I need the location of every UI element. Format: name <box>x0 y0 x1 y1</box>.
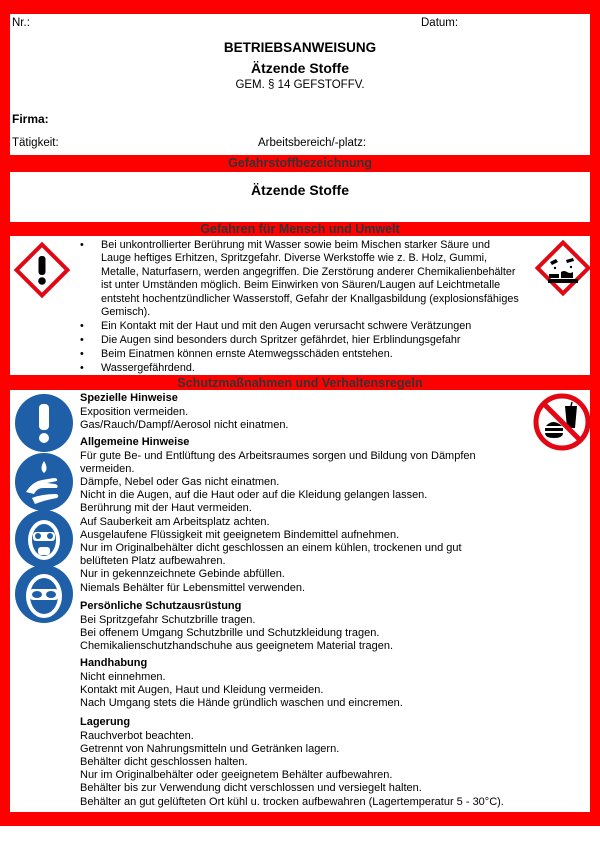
ghs-exclamation-icon <box>12 240 72 300</box>
section-line: Nicht einnehmen. <box>80 670 166 683</box>
section-allgemeine-hinweise <box>80 436 580 595</box>
section-line: Ausgelaufene Flüssigkeit mit geeignetem Bindemittel aufnehmen. <box>80 528 400 541</box>
section-line: Exposition vermeiden. <box>80 405 189 418</box>
section-line: Behälter bis zur Verwendung dicht verschlossen und versiegelt halten. <box>80 782 422 795</box>
face-shield-icon <box>14 509 74 569</box>
section-line: Auf Sauberkeit am Arbeitsplatz achten. <box>80 515 270 528</box>
section-line: Behälter an gut gelüfteten Ort kühl u. trocken aufbewahren (Lagertemperatur 5 - 30°C). <box>80 795 504 808</box>
section-line: belüfteten Platz aufbewahren. <box>80 555 226 568</box>
section-lagerung <box>80 716 580 809</box>
band-gefahren: Gefahren für Mensch und Umwelt <box>0 222 600 236</box>
hazard-item: • Beim Einatmen können ernste Atemwegsschäden entstehen. <box>80 348 520 361</box>
section-schutzausruestung <box>80 600 580 653</box>
nr-label: Nr.: <box>12 17 30 29</box>
section-line: Nur im Originalbehälter oder geeignetem Behälter aufbewahren. <box>80 769 393 782</box>
substance-name: Ätzende Stoffe <box>251 182 349 198</box>
section-line: Nur in gekennzeichnete Gebinde abfüllen. <box>80 568 285 581</box>
section-line: Rauchverbot beachten. <box>80 729 194 742</box>
hazard-item: • Wassergefährdend. <box>80 362 520 375</box>
section-line: Nur im Originalbehälter dicht geschlossen an einem kühlen, trockenen und gut <box>80 541 462 554</box>
band-gefahrstoffbezeichnung: Gefahrstoffbezeichnung <box>0 155 600 172</box>
top-red-bar <box>0 0 600 14</box>
section-line: Berührung mit der Haut vermeiden. <box>80 502 252 515</box>
hazard-item: • Bei unkontrollierter Berührung mit Wasser sowie beim Mischen starker Säure und Lauge heftiges Erhitzen, Spritzgefahr. Diverse Werkstoffe wie z. B. Holz, Gummi, Metalle, Naturfasern, werden angegriffen. Die Zerstörung anderer Chemikalienbehälter ist unter Umständen möglich. Beim Einwirken von Säuren/Laugen auf Leichtmetalle entsteht hochentzündlicher Wasserstoff, Gefahr der Knallgasbildung (explosionsfähiges Gemisch). <box>80 239 520 319</box>
firma-label: Firma: <box>12 112 49 126</box>
handwash-icon <box>14 452 74 512</box>
section-line: Nach Umgang stets die Hände gründlich waschen und eincremen. <box>80 696 403 709</box>
section-line: Behälter dicht geschlossen halten. <box>80 755 248 768</box>
section-heading: Allgemeine Hinweise <box>80 436 190 448</box>
section-line: Für gute Be- und Entlüftung des Arbeitsraumes sorgen und Bildung von Dämpfen <box>80 449 476 462</box>
section-heading: Persönliche Schutzausrüstung <box>80 600 242 612</box>
section-heading: Spezielle Hinweise <box>80 392 178 404</box>
band-schutzmassnahmen: Schutzmaßnahmen und Verhaltensregeln <box>0 375 600 390</box>
section-line: vermeiden. <box>80 462 135 475</box>
hazard-list <box>80 239 520 376</box>
section-line: Dämpfe, Nebel oder Gas nicht einatmen. <box>80 475 280 488</box>
hazard-item: • Die Augen sind besonders durch Spritzer gefährdet, hier Erblindungsgefahr <box>80 334 520 347</box>
legal-reference: GEM. § 14 GEFSTOFFV. <box>235 79 365 91</box>
section-heading: Handhabung <box>80 657 148 669</box>
section-line: Gas/Rauch/Dampf/Aerosol nicht einatmen. <box>80 418 289 431</box>
red-frame-bottom <box>0 812 600 826</box>
section-line: Bei offenem Umgang Schutzbrille und Schutzkleidung tragen. <box>80 626 380 639</box>
taetigkeit-label: Tätigkeit: <box>12 137 59 149</box>
ghs-corrosive-icon <box>533 238 593 298</box>
section-spezielle-hinweise <box>80 392 580 432</box>
section-line: Getrennt von Nahrungsmitteln und Getränken lagern. <box>80 742 340 755</box>
hazard-item: • Ein Kontakt mit der Haut und mit den Augen verursacht schwere Verätzungen <box>80 320 520 333</box>
section-heading: Lagerung <box>80 716 131 728</box>
section-handhabung <box>80 657 580 710</box>
arbeitsbereich-label: Arbeitsbereich/-platz: <box>258 137 367 149</box>
goggles-icon <box>14 564 74 624</box>
section-line: Nicht in die Augen, auf die Haut oder auf die Kleidung gelangen lassen. <box>80 489 428 502</box>
section-line: Niemals Behälter für Lebensmittel verwenden. <box>80 581 306 594</box>
section-line: Chemikalienschutzhandschuhe aus geeignetem Material tragen. <box>80 639 394 652</box>
section-line: Kontakt mit Augen, Haut und Kleidung vermeiden. <box>80 683 324 696</box>
document-subtitle: Ätzende Stoffe <box>251 60 349 76</box>
document-title: BETRIEBSANWEISUNG <box>223 40 377 55</box>
red-frame-left <box>0 0 10 826</box>
mandatory-general-icon <box>14 393 74 453</box>
datum-label: Datum: <box>421 17 459 29</box>
section-line: Bei Spritzgefahr Schutzbrille tragen. <box>80 613 256 626</box>
